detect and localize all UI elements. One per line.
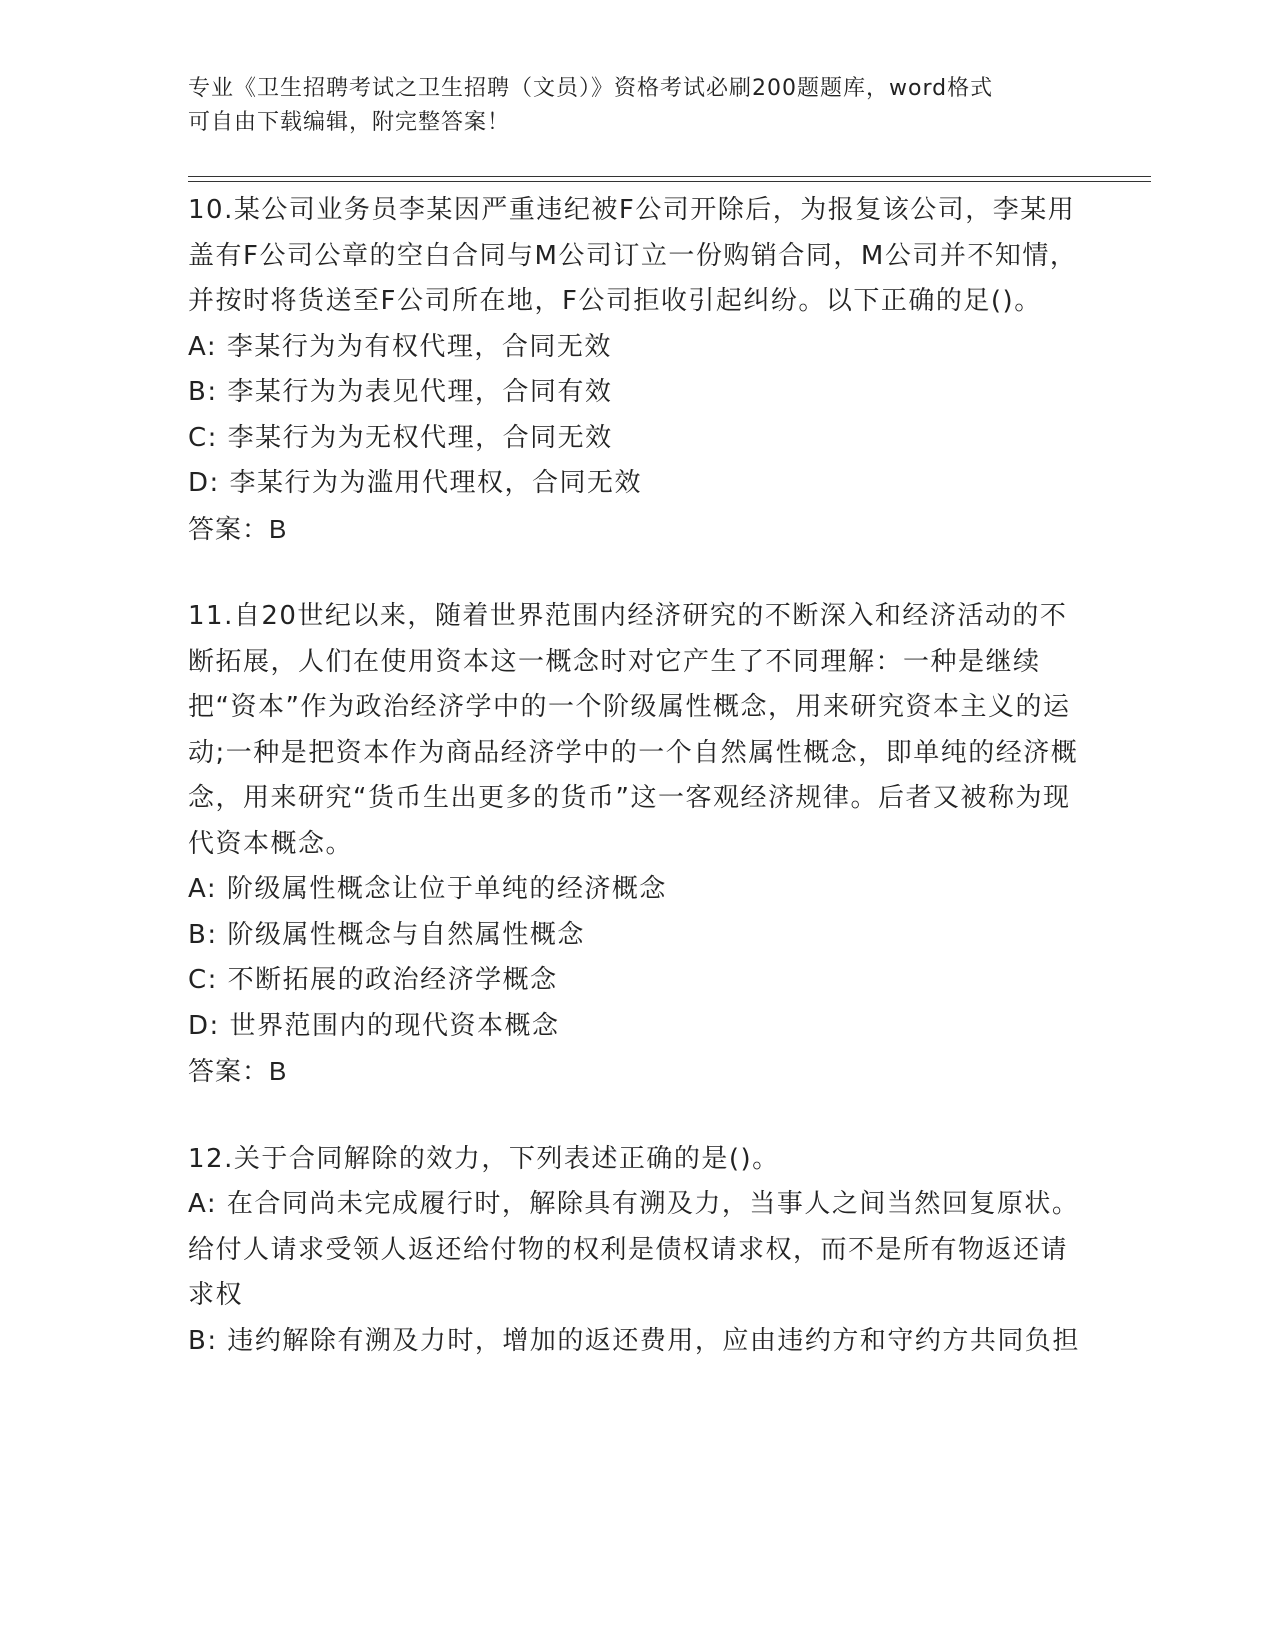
question-11	[188, 594, 1088, 1095]
option-d: D: 世界范围内的现代资本概念	[188, 1010, 560, 1041]
question-stem: 10.某公司业务员李某因严重违纪被F公司开除后，为报复该公司，李某用盖有F公司公章的空白合同与M公司订立一份购销合同，M公司并不知情，并按时将货送至F公司所在地，F公司拒收引起纠纷。以下正确的足()。	[188, 195, 1078, 316]
option-b: B: 阶级属性概念与自然属性概念	[188, 919, 585, 950]
question-12	[188, 1137, 1088, 1365]
option-b: B: 违约解除有溯及力时，增加的返还费用，应由违约方和守约方共同负担	[188, 1325, 1080, 1356]
option-d: D: 李某行为为滥用代理权，合同无效	[188, 468, 643, 498]
question-list	[188, 188, 1088, 1406]
option-b: B: 李某行为为表见代理，合同有效	[188, 377, 613, 407]
question-10	[188, 188, 1088, 552]
option-a: A: 在合同尚未完成履行时，解除具有溯及力，当事人之间当然回复原状。给付人请求受领人返还给付物的权利是债权请求权，而不是所有物返还请求权	[188, 1189, 1080, 1310]
answer: 答案：B	[188, 513, 288, 544]
option-c: C: 不断拓展的政治经济学概念	[188, 965, 558, 995]
option-a: A: 李某行为为有权代理，合同无效	[188, 331, 612, 362]
answer: 答案：B	[188, 1056, 288, 1086]
option-a: A: 阶级属性概念让位于单纯的经济概念	[188, 874, 667, 904]
option-c: C: 李某行为为无权代理，合同无效	[188, 422, 613, 453]
question-stem: 12.关于合同解除的效力，下列表述正确的是()。	[188, 1143, 780, 1174]
header-title-line1: 专业《卫生招聘考试之卫生招聘（文员）》资格考试必刷200题题库，word格式	[188, 76, 994, 101]
header-divider	[188, 176, 1151, 182]
question-stem: 11.自20世纪以来，随着世界范围内经济研究的不断深入和经济活动的不断拓展，人们在使用资本这一概念时对它产生了不同理解：一种是继续把“资本”作为政治经济学中的一个阶级属性概念，用来研究资本主义的运动;一种是把资本作为商品经济学中的一个自然属性概念，即单纯的经济概念，用来研究“货币生出更多的货币”这一客观经济规律。后者又被称为现代资本概念。	[188, 601, 1079, 859]
header-title-line2: 可自由下载编辑，附完整答案！	[188, 110, 511, 135]
page-header	[188, 72, 1088, 140]
